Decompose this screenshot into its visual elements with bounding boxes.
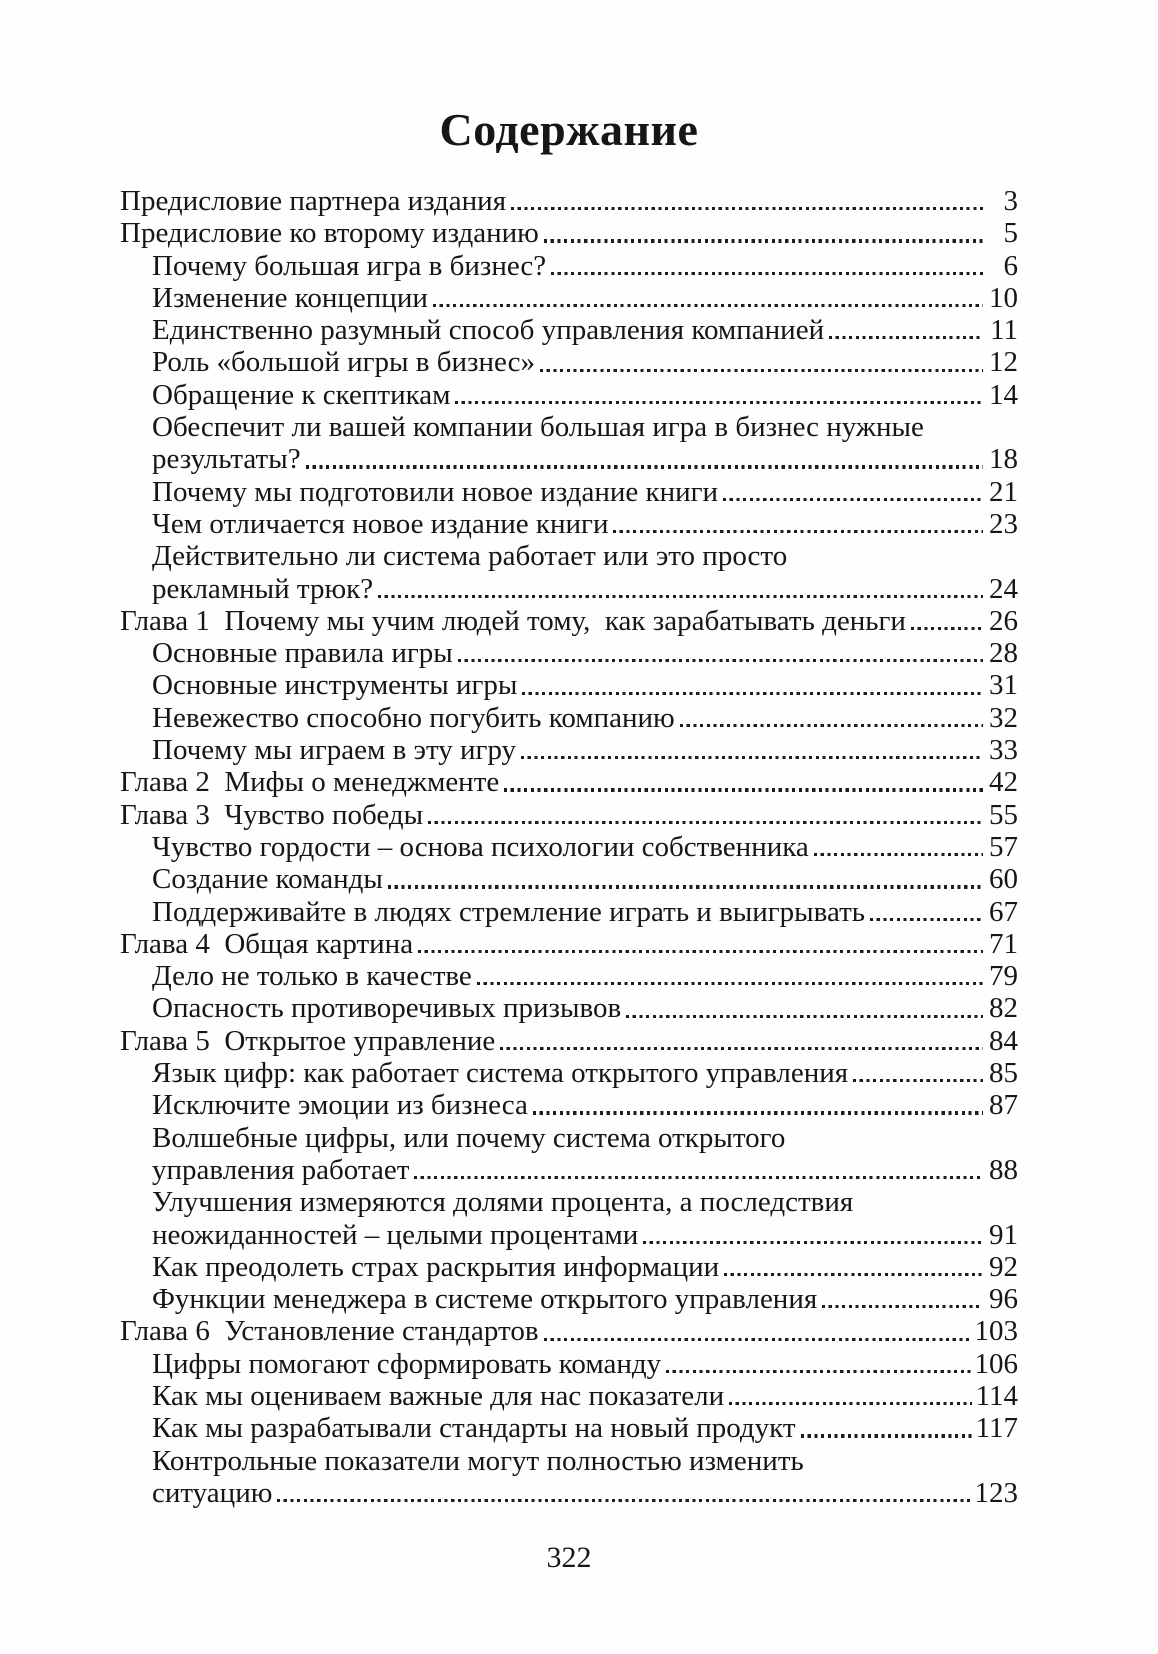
toc-entry-title: результаты?	[152, 443, 301, 476]
toc-entry-page-number: 33	[989, 734, 1018, 767]
dot-leader	[458, 637, 983, 669]
toc-entry-title: Чем отличается новое издание книги	[152, 507, 609, 540]
toc-chapter-entry	[120, 1025, 1018, 1057]
dot-leader	[277, 1477, 970, 1509]
toc-entry-title: Почему большая игра в бизнес?	[152, 249, 547, 282]
toc-entry	[120, 185, 1018, 217]
dot-leader	[378, 573, 983, 605]
toc-entry	[120, 314, 1018, 346]
toc-entry-page-number: 11	[990, 314, 1018, 347]
toc-entry	[120, 992, 1018, 1024]
toc-entry-title: Чувство гордости – основа психологии собственника	[152, 830, 809, 863]
dot-leader	[643, 1219, 983, 1251]
toc-entry	[120, 960, 1018, 992]
toc-chapter-entry	[120, 766, 1018, 798]
toc-entry	[120, 250, 1018, 282]
toc-entry-page-number: 106	[974, 1347, 1018, 1380]
toc-entry-page-number: 28	[989, 637, 1018, 670]
toc-entry-title: Основные правила игры	[152, 637, 453, 670]
toc-entry	[120, 443, 1018, 475]
dot-leader	[822, 1283, 983, 1315]
toc-entry	[120, 734, 1018, 766]
toc-entry-page-number: 103	[974, 1315, 1018, 1348]
toc-entry-title: Глава 1 Почему мы учим людей тому, как зарабатывать деньги	[120, 604, 906, 637]
toc-entry	[120, 540, 1018, 572]
dot-leader	[853, 1057, 983, 1089]
dot-leader	[814, 831, 983, 863]
dot-leader	[433, 282, 983, 314]
toc-entry	[120, 346, 1018, 378]
toc-entry	[120, 1412, 1018, 1444]
toc-entry	[120, 282, 1018, 314]
toc-entry	[120, 669, 1018, 701]
dot-leader	[428, 799, 983, 831]
toc-entry-title: Исключите эмоции из бизнеса	[152, 1089, 528, 1122]
toc-entry-page-number: 18	[989, 443, 1018, 476]
toc-entry	[120, 1348, 1018, 1380]
dot-leader	[613, 508, 983, 540]
toc-entry	[120, 379, 1018, 411]
toc-entry-page-number: 91	[989, 1218, 1018, 1251]
toc-entry-title: Обеспечит ли вашей компании большая игра в бизнес нужные	[152, 411, 924, 444]
toc-entry-page-number: 114	[975, 1379, 1018, 1412]
dot-leader	[540, 346, 983, 378]
toc-list	[120, 185, 1018, 1509]
toc-entry-page-number: 3	[1003, 185, 1018, 217]
toc-entry-page-number: 87	[989, 1089, 1018, 1122]
toc-entry	[120, 1219, 1018, 1251]
dot-leader	[911, 605, 983, 637]
toc-entry-title: Действительно ли система работает или это просто	[152, 540, 788, 573]
toc-entry-title: Поддерживайте в людях стремление играть и выигрывать	[152, 895, 865, 928]
toc-entry	[120, 573, 1018, 605]
page-number-footer: 322	[546, 1541, 592, 1574]
toc-entry-title: Основные инструменты игры	[152, 669, 518, 702]
toc-entry-title: Невежество способно погубить компанию	[152, 701, 675, 734]
toc-entry	[120, 1445, 1018, 1477]
toc-entry	[120, 1380, 1018, 1412]
toc-entry-title: Обращение к скептикам	[152, 378, 451, 411]
dot-leader	[414, 1154, 983, 1186]
toc-entry-page-number: 5	[1003, 217, 1018, 250]
toc-entry-page-number: 60	[989, 863, 1018, 896]
dot-leader	[455, 379, 983, 411]
toc-entry	[120, 1186, 1018, 1218]
toc-entry	[120, 863, 1018, 895]
dot-leader	[729, 1380, 971, 1412]
toc-entry-title: Язык цифр: как работает система открытого управления	[152, 1057, 849, 1090]
toc-entry-page-number: 21	[989, 475, 1018, 508]
dot-leader	[870, 896, 983, 928]
dot-leader	[477, 960, 983, 992]
toc-entry-page-number: 14	[989, 378, 1018, 411]
toc-entry-title: Глава 5 Открытое управление	[120, 1024, 496, 1057]
toc-entry	[120, 1154, 1018, 1186]
dot-leader	[511, 185, 983, 217]
toc-entry-title: неожиданностей – целыми процентами	[152, 1218, 639, 1251]
toc-entry-title: Как мы оцениваем важные для нас показатели	[152, 1379, 725, 1412]
dot-leader	[680, 702, 983, 734]
toc-entry-page-number: 79	[989, 960, 1018, 993]
toc-entry-title: Глава 6 Установление стандартов	[120, 1315, 539, 1348]
toc-entry-page-number: 85	[989, 1057, 1018, 1090]
toc-entry	[120, 476, 1018, 508]
dot-leader	[500, 1025, 983, 1057]
toc-entry-title: Предисловие ко второму изданию	[120, 217, 539, 250]
page-title: Содержание	[439, 104, 699, 155]
toc-chapter-entry	[120, 799, 1018, 831]
dot-leader	[521, 734, 983, 766]
toc-entry-page-number: 12	[989, 346, 1018, 379]
toc-chapter-entry	[120, 605, 1018, 637]
dot-leader	[533, 1089, 983, 1121]
toc-entry-page-number: 123	[974, 1476, 1018, 1509]
toc-entry	[120, 1251, 1018, 1283]
toc-entry	[120, 637, 1018, 669]
toc-entry-page-number: 92	[989, 1250, 1018, 1283]
toc-entry-page-number: 6	[1003, 249, 1018, 282]
dot-leader	[306, 443, 983, 475]
toc-entry-title: Создание команды	[152, 863, 383, 896]
toc-entry	[120, 702, 1018, 734]
toc-entry-page-number: 55	[989, 798, 1018, 831]
dot-leader	[544, 217, 983, 249]
toc-entry-page-number: 117	[975, 1412, 1018, 1445]
toc-entry-title: Почему мы подготовили новое издание книги	[152, 475, 719, 508]
toc-entry-title: Предисловие партнера издания	[120, 185, 507, 217]
toc-entry-title: Роль «большой игры в бизнес»	[152, 346, 535, 379]
dot-leader	[801, 1412, 972, 1444]
toc-entry	[120, 896, 1018, 928]
toc-entry-page-number: 10	[989, 281, 1018, 314]
toc-entry-page-number: 57	[989, 830, 1018, 863]
toc-entry-title: Как преодолеть страх раскрытия информации	[152, 1250, 720, 1283]
toc-entry-title: ситуацию	[152, 1476, 273, 1509]
toc-entry-page-number: 88	[989, 1153, 1018, 1186]
dot-leader	[626, 992, 983, 1024]
toc-entry-page-number: 32	[989, 701, 1018, 734]
toc-entry-title: Изменение концепции	[152, 281, 428, 314]
toc-entry	[120, 1477, 1018, 1509]
toc-entry	[120, 217, 1018, 249]
toc-entry-title: управления работает	[152, 1153, 410, 1186]
toc-entry-title: Как мы разрабатывали стандарты на новый продукт	[152, 1412, 796, 1445]
dot-leader	[551, 250, 983, 282]
toc-entry-page-number: 23	[989, 507, 1018, 540]
toc-entry-title: Улучшения измеряются долями процента, а последствия	[152, 1186, 854, 1219]
dot-leader	[522, 669, 983, 701]
toc-entry-title: Цифры помогают сформировать команду	[152, 1347, 662, 1380]
dot-leader	[544, 1315, 971, 1347]
dot-leader	[723, 476, 983, 508]
toc-chapter-entry	[120, 928, 1018, 960]
toc-entry-page-number: 82	[989, 992, 1018, 1025]
toc-entry-page-number: 67	[989, 895, 1018, 928]
toc-content	[120, 0, 1018, 1509]
toc-entry-title: Функции менеджера в системе открытого управления	[152, 1283, 818, 1316]
toc-entry-page-number: 84	[989, 1024, 1018, 1057]
toc-entry-page-number: 71	[989, 927, 1018, 960]
dot-leader	[724, 1251, 983, 1283]
dot-leader	[504, 766, 983, 798]
toc-chapter-entry	[120, 1315, 1018, 1347]
toc-entry	[120, 508, 1018, 540]
toc-entry-page-number: 31	[989, 669, 1018, 702]
toc-entry	[120, 1122, 1018, 1154]
toc-entry-title: Глава 2 Мифы о менеджменте	[120, 766, 500, 799]
toc-entry-title: Глава 4 Общая картина	[120, 927, 414, 960]
toc-entry	[120, 831, 1018, 863]
toc-entry-title: Единственно разумный способ управления компанией	[152, 314, 825, 347]
toc-entry	[120, 1057, 1018, 1089]
toc-entry-title: Глава 3 Чувство победы	[120, 798, 424, 831]
toc-entry-page-number: 24	[989, 572, 1018, 605]
toc-entry-page-number: 42	[989, 766, 1018, 799]
toc-entry-title: Контрольные показатели могут полностью изменить	[152, 1444, 804, 1477]
dot-leader	[418, 928, 983, 960]
toc-entry-title: рекламный трюк?	[152, 572, 374, 605]
toc-entry-title: Опасность противоречивых призывов	[152, 992, 622, 1025]
dot-leader	[829, 314, 983, 346]
toc-entry-page-number: 26	[989, 604, 1018, 637]
toc-entry	[120, 411, 1018, 443]
toc-entry-page-number: 96	[989, 1283, 1018, 1316]
toc-entry-title: Дело не только в качестве	[152, 960, 472, 993]
toc-entry-title: Почему мы играем в эту игру	[152, 734, 517, 767]
dot-leader	[388, 863, 983, 895]
dot-leader	[666, 1348, 970, 1380]
toc-entry	[120, 1283, 1018, 1315]
toc-entry	[120, 1089, 1018, 1121]
toc-entry-title: Волшебные цифры, или почему система открытого	[152, 1121, 786, 1154]
